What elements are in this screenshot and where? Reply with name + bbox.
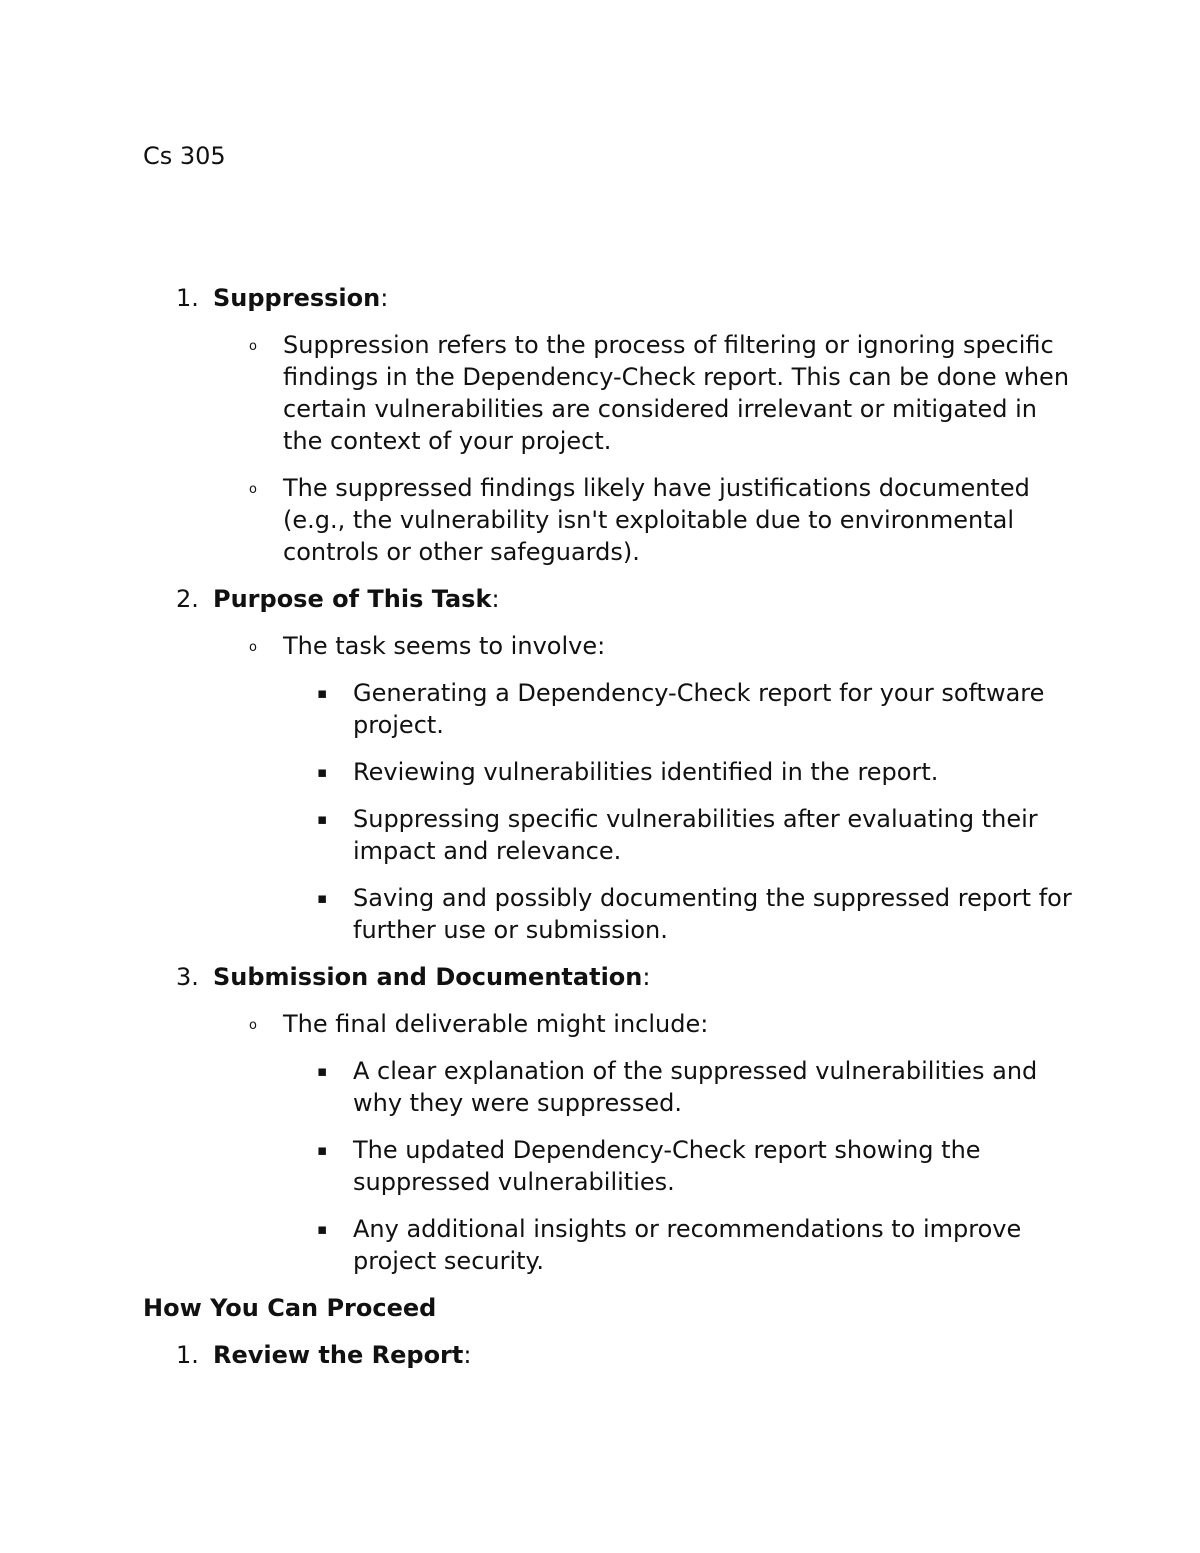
list-item bbox=[143, 1055, 1073, 1119]
section-title: Submission and Documentation bbox=[213, 963, 643, 991]
document-body bbox=[143, 282, 1073, 1386]
proceed-heading: How You Can Proceed bbox=[143, 1294, 437, 1322]
list-item-text: Reviewing vulnerabilities identified in the report. bbox=[353, 758, 939, 786]
circle-bullet-icon: o bbox=[249, 640, 257, 655]
list-item-text: The suppressed findings likely have justifications documented (e.g., the vulnerability isn't exploitable due to environmental controls or other safeguards). bbox=[283, 474, 1030, 566]
square-bullet-icon: ▪ bbox=[317, 763, 328, 781]
list-number: 1. bbox=[176, 284, 199, 312]
list-item-text: Suppressing specific vulnerabilities after evaluating their impact and relevance. bbox=[353, 805, 1038, 865]
list-number: 3. bbox=[176, 963, 199, 991]
section-title: Purpose of This Task bbox=[213, 585, 492, 613]
list-item-text: Generating a Dependency-Check report for your software project. bbox=[353, 679, 1045, 739]
section-colon: : bbox=[491, 585, 500, 613]
list-number: 1. bbox=[176, 1341, 199, 1369]
list-item bbox=[143, 329, 1073, 457]
square-bullet-icon: ▪ bbox=[317, 889, 328, 907]
list-item-text: Saving and possibly documenting the suppressed report for further use or submission. bbox=[353, 884, 1072, 944]
section-colon: : bbox=[380, 284, 389, 312]
list-item bbox=[143, 882, 1073, 946]
section-colon: : bbox=[463, 1341, 472, 1369]
section-submission-heading bbox=[143, 961, 1073, 993]
circle-bullet-icon: o bbox=[249, 339, 257, 354]
square-bullet-icon: ▪ bbox=[317, 1220, 328, 1238]
section-colon: : bbox=[642, 963, 651, 991]
list-item-text: The final deliverable might include: bbox=[283, 1010, 709, 1038]
list-item bbox=[143, 803, 1073, 867]
square-bullet-icon: ▪ bbox=[317, 810, 328, 828]
list-item bbox=[143, 677, 1073, 741]
list-item bbox=[143, 1134, 1073, 1198]
list-item bbox=[143, 472, 1073, 568]
list-item-text: Suppression refers to the process of filtering or ignoring specific findings in the Dependency-Check report. This can be done when certain vulnerabilities are considered irrelevant or mitigated in the context of your project. bbox=[283, 331, 1070, 455]
square-bullet-icon: ▪ bbox=[317, 1141, 328, 1159]
section-purpose-heading bbox=[143, 583, 1073, 615]
square-bullet-icon: ▪ bbox=[317, 684, 328, 702]
list-item-text: A clear explanation of the suppressed vulnerabilities and why they were suppressed. bbox=[353, 1057, 1038, 1117]
circle-bullet-icon: o bbox=[249, 1018, 257, 1033]
section-suppression-heading bbox=[143, 282, 1073, 314]
list-item-text: The task seems to involve: bbox=[283, 632, 606, 660]
list-item bbox=[143, 756, 1073, 788]
square-bullet-icon: ▪ bbox=[317, 1062, 328, 1080]
section-title: Suppression bbox=[213, 284, 381, 312]
circle-bullet-icon: o bbox=[249, 482, 257, 497]
course-title: Cs 305 bbox=[143, 142, 226, 170]
list-number: 2. bbox=[176, 585, 199, 613]
section-title: Review the Report bbox=[213, 1341, 464, 1369]
list-item bbox=[143, 1213, 1073, 1277]
list-item-text: The updated Dependency-Check report showing the suppressed vulnerabilities. bbox=[353, 1136, 981, 1196]
proceed-step-heading bbox=[143, 1339, 1073, 1371]
list-item bbox=[143, 630, 1073, 662]
list-item-text: Any additional insights or recommendations to improve project security. bbox=[353, 1215, 1022, 1275]
list-item bbox=[143, 1008, 1073, 1040]
